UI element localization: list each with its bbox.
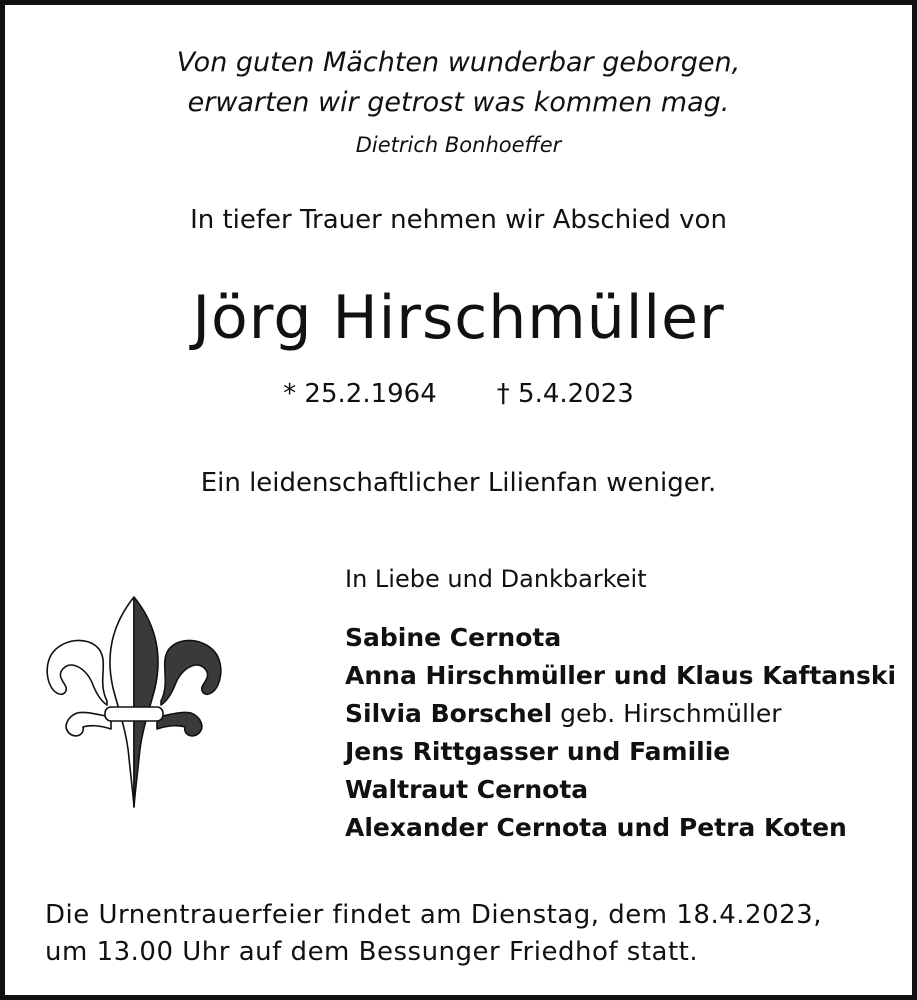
quote-line-1: Von guten Mächten wunderbar geborgen, <box>176 47 741 78</box>
quote-line-2: erwarten wir getrost was kommen mag. <box>187 87 730 118</box>
mourner-name: Alexander Cernota und Petra Koten <box>345 813 847 842</box>
mourner-name: Sabine Cernota <box>345 623 562 652</box>
death-date: † 5.4.2023 <box>496 379 634 409</box>
mourner-name: Anna Hirschmüller und Klaus Kaftanski <box>345 661 897 690</box>
mourner-name: Jens Rittgasser und Familie <box>345 737 731 766</box>
ceremony-line-1: Die Urnentrauerfeier findet am Dienstag, dem 18.4.2023, <box>45 900 822 930</box>
intro-text: In tiefer Trauer nehmen wir Abschied von <box>190 205 727 235</box>
life-dates <box>5 379 912 409</box>
mourner-name: Silvia Borschel geb. Hirschmüller <box>345 699 782 728</box>
deceased-name: Jörg Hirschmüller <box>192 283 725 353</box>
birth-date: * 25.2.1964 <box>283 379 437 409</box>
ceremony-line-2: um 13.00 Uhr auf dem Bessunger Friedhof statt. <box>45 937 699 967</box>
mourners-heading: In Liebe und Dankbarkeit <box>345 565 647 593</box>
fleur-de-lis-icon <box>43 593 225 811</box>
mourner-name: Waltraut Cernota <box>345 775 589 804</box>
quote-author: Dietrich Bonhoeffer <box>355 133 562 157</box>
tagline: Ein leidenschaftlicher Lilienfan weniger. <box>200 468 717 498</box>
